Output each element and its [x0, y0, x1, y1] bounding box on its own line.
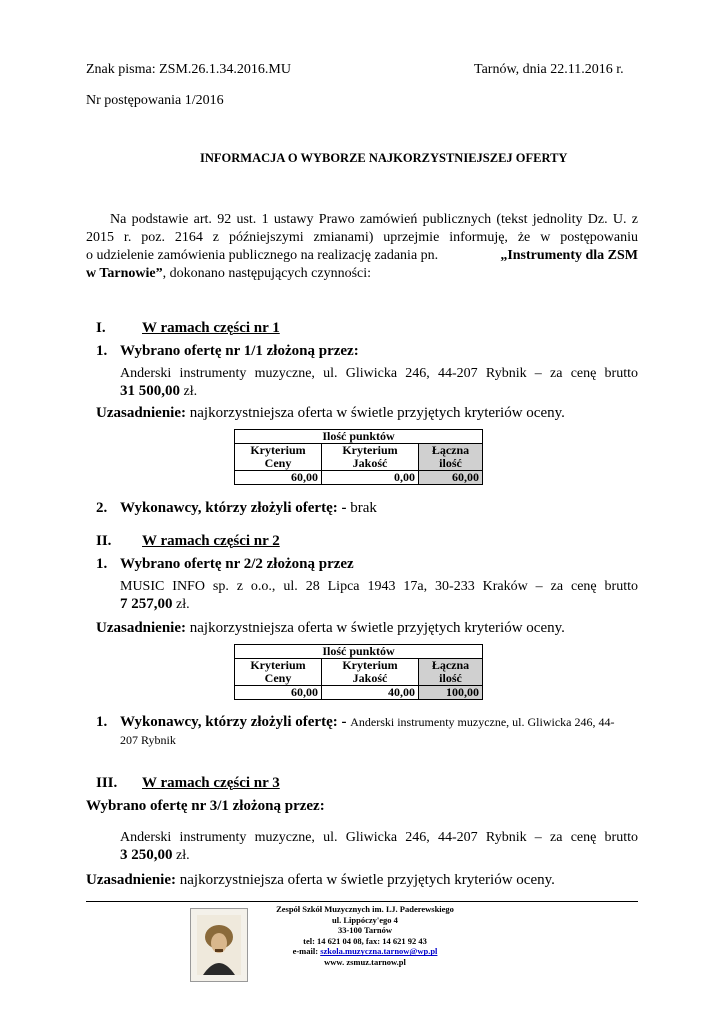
- quality-points: 40,00: [322, 686, 419, 700]
- school-email-line: [250, 946, 480, 957]
- col-quality-criterion-l1: Kryterium: [342, 443, 398, 457]
- col-price-criterion-l2: Ceny: [264, 671, 292, 685]
- section-2-bidders-value: Anderski instrumenty muzyczne, ul. Gliwicka 246, 44-: [350, 715, 615, 729]
- section-3-justification-text: najkorzystniejsza oferta w świetle przyjętych kryteriów oceny.: [176, 872, 555, 888]
- col-price-criterion-l2: Ceny: [264, 456, 292, 470]
- section-1-bidders-label: Wykonawcy, którzy złożyli ofertę: -: [120, 500, 351, 516]
- section-2-justification-text: najkorzystniejsza oferta w świetle przyjętych kryteriów oceny.: [186, 620, 565, 636]
- section-2-bidders: [120, 714, 615, 731]
- section-1-points-table: [234, 429, 483, 485]
- section-1-chosen-offer: Wybrano ofertę nr 1/1 złożoną przez:: [120, 343, 359, 359]
- section-2-bidders-label: Wykonawcy, którzy złożyli ofertę: -: [120, 714, 351, 730]
- section-3-price: 3 250,00: [120, 847, 173, 863]
- col-price-criterion-l1: Kryterium: [250, 443, 306, 457]
- section-3-heading: W ramach części nr 3: [142, 775, 280, 791]
- points-header: Ilość punktów: [235, 645, 483, 659]
- col-total: [419, 444, 483, 471]
- intro-line-3-text: o udzielenie zamówienia publicznego na realizację zadania pn.: [86, 248, 439, 263]
- total-points: 100,00: [419, 686, 483, 700]
- footer-divider: [86, 901, 638, 902]
- school-website[interactable]: www. zsmuz.tarnow.pl: [324, 956, 406, 967]
- section-1-price: 31 500,00: [120, 383, 180, 399]
- col-total-l2: ilość: [439, 456, 462, 470]
- school-logo: [190, 908, 248, 982]
- intro-line-4: [86, 266, 371, 282]
- school-name: Zespół Szkół Muzycznych im. I.J. Paderewskiego: [276, 904, 454, 914]
- col-total: [419, 659, 483, 686]
- procedure-number: Nr postępowania 1/2016: [86, 93, 224, 108]
- section-2-roman: II.: [96, 533, 112, 549]
- section-2-justification: [96, 620, 565, 637]
- section-3-chosen-offer: Wybrano ofertę nr 3/1 złożoną przez:: [86, 798, 325, 814]
- section-3-justification-label: Uzasadnienie:: [86, 872, 176, 888]
- document-reference: Znak pisma: ZSM.26.1.34.2016.MU: [86, 62, 291, 77]
- section-3-offer-line: Anderski instrumenty muzyczne, ul. Gliwicka 246, 44-207 Rybnik – za cenę brutto: [120, 830, 638, 845]
- footer-contact: [250, 904, 480, 968]
- intro-line-2: 2015 r. poz. 2164 z późniejszymi zmianami) uprzejmie informuję, że w postępowaniu: [86, 230, 638, 245]
- section-1-justification-text: najkorzystniejsza oferta w świetle przyjętych kryteriów oceny.: [186, 405, 565, 421]
- section-1-bidders-number: 2.: [96, 500, 108, 516]
- col-quality-criterion: [322, 659, 419, 686]
- section-2-chosen-offer: Wybrano ofertę nr 2/2 złożoną przez: [120, 556, 354, 572]
- place-and-date: Tarnów, dnia 22.11.2016 r.: [474, 62, 624, 77]
- section-1-bidders: [120, 500, 377, 517]
- school-phone: tel: 14 621 04 08, fax: 14 621 92 43: [303, 935, 427, 946]
- section-1-price-unit: zł.: [180, 384, 198, 399]
- portrait-icon: [197, 915, 241, 975]
- intro-line-1: Na podstawie art. 92 ust. 1 ustawy Prawo zamówień publicznych (tekst jednolity Dz. U. z: [110, 212, 638, 227]
- section-2-points-table: [234, 644, 483, 700]
- section-1-bidders-value: brak: [350, 500, 377, 516]
- task-name-part-1: „Instrumenty dla ZSM: [500, 248, 638, 263]
- col-total-l1: Łączna: [431, 658, 470, 672]
- col-price-criterion-l1: Kryterium: [250, 658, 306, 672]
- section-1-offer-line: Anderski instrumenty muzyczne, ul. Gliwicka 246, 44-207 Rybnik – za cenę brutto: [120, 366, 638, 381]
- quality-points: 0,00: [322, 471, 419, 485]
- section-2-bidders-number: 1.: [96, 714, 108, 730]
- intro-line-4-text: , dokonano następujących czynności:: [162, 266, 372, 281]
- email-link[interactable]: szkola.muzyczna.tarnow@wp.pl: [320, 946, 438, 957]
- col-quality-criterion-l2: Jakość: [352, 671, 388, 685]
- section-2-price-line: [120, 596, 190, 613]
- col-price-criterion: [235, 659, 322, 686]
- col-quality-criterion-l1: Kryterium: [342, 658, 398, 672]
- col-total-l1: Łączna: [431, 443, 470, 457]
- price-points: 60,00: [235, 471, 322, 485]
- col-price-criterion: [235, 444, 322, 471]
- school-street: ul. Lippóczy'ego 4: [332, 914, 398, 925]
- section-2-offer-line: MUSIC INFO sp. z o.o., ul. 28 Lipca 1943 17a, 30-233 Kraków – za cenę brutto: [120, 579, 638, 594]
- section-3-price-unit: zł.: [172, 848, 190, 863]
- section-2-justification-label: Uzasadnienie:: [96, 620, 186, 636]
- section-3-justification: [86, 872, 555, 889]
- section-2-bidders-continued: 207 Rybnik: [120, 733, 176, 747]
- section-2-price: 7 257,00: [120, 596, 173, 612]
- intro-line-3: [86, 248, 638, 264]
- section-1-justification-label: Uzasadnienie:: [96, 405, 186, 421]
- col-quality-criterion: [322, 444, 419, 471]
- col-total-l2: ilość: [439, 671, 462, 685]
- section-2-heading: W ramach części nr 2: [142, 533, 280, 549]
- section-3-price-line: [120, 847, 190, 864]
- section-3-roman: III.: [96, 775, 118, 791]
- document-title: INFORMACJA O WYBORZE NAJKORZYSTNIEJSZEJ OFERTY: [200, 151, 568, 165]
- section-1-chosen-number: 1.: [96, 343, 108, 359]
- section-2-chosen-number: 1.: [96, 556, 108, 572]
- task-name-part-2: w Tarnowie”: [86, 266, 163, 281]
- section-1-heading: W ramach części nr 1: [142, 320, 280, 336]
- total-points: 60,00: [419, 471, 483, 485]
- points-header: Ilość punktów: [235, 430, 483, 444]
- email-label: e-mail:: [292, 946, 321, 957]
- price-points: 60,00: [235, 686, 322, 700]
- col-quality-criterion-l2: Jakość: [352, 456, 388, 470]
- section-2-price-unit: zł.: [172, 597, 190, 612]
- section-1-roman: I.: [96, 320, 106, 336]
- section-1-justification: [96, 405, 565, 422]
- school-city: 33-100 Tarnów: [337, 925, 393, 936]
- section-1-price-line: [120, 383, 197, 400]
